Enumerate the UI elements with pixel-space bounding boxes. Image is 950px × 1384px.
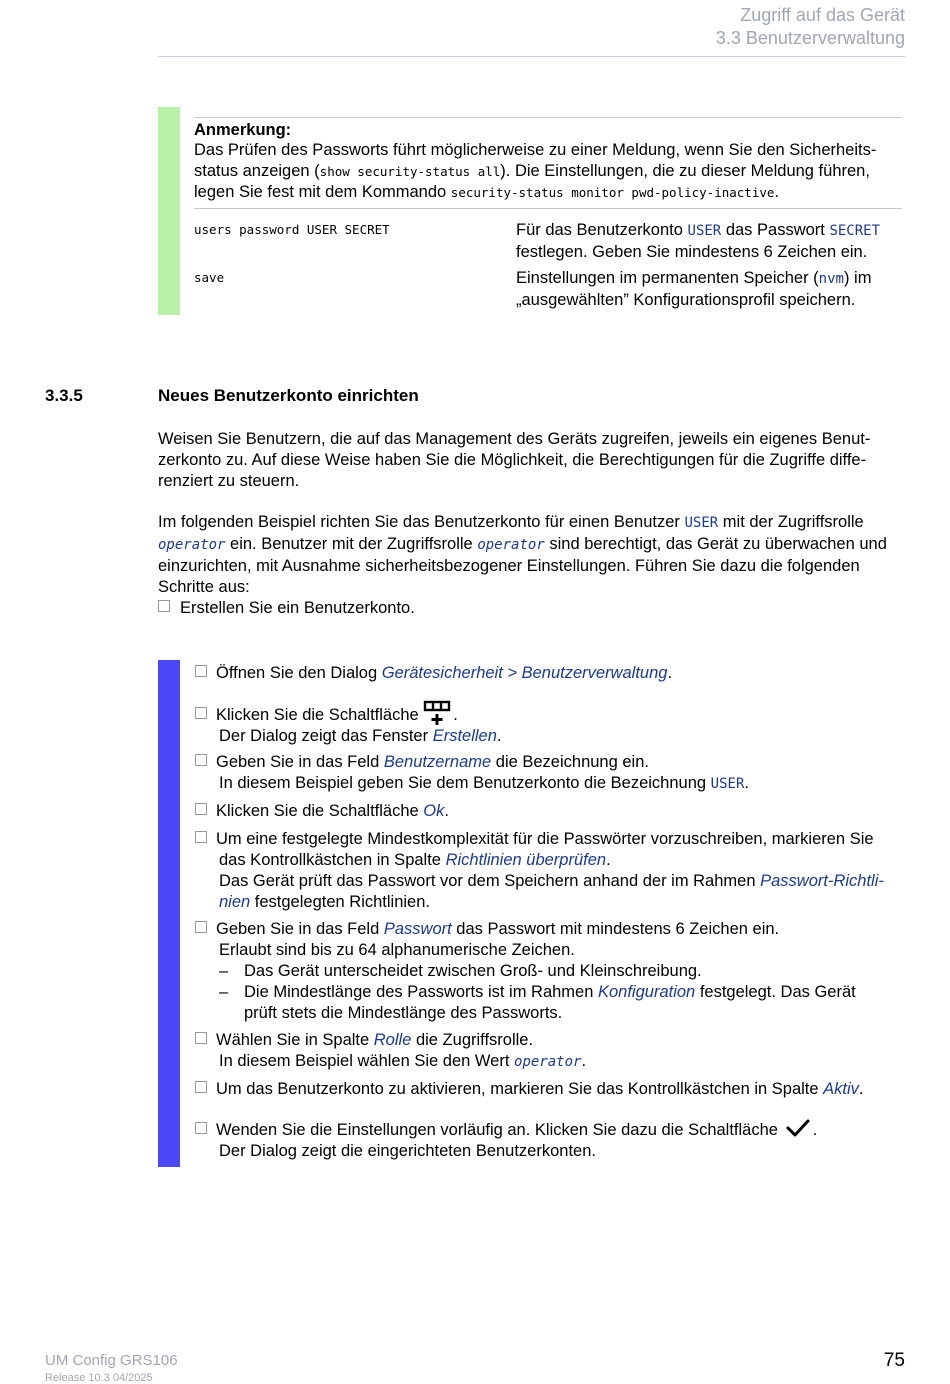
command-save: save	[194, 270, 225, 285]
note-bar	[158, 107, 180, 315]
checkbox-bullet-icon	[195, 831, 207, 843]
footer-release: Release 10.3 04/2025	[45, 1372, 153, 1384]
checkbox-bullet-icon	[195, 754, 207, 766]
section-number: 3.3.5	[45, 386, 83, 405]
checkbox-bullet-icon	[158, 600, 170, 612]
command-users-password-desc: Für das Benutzerkonto USER das Passwort SECRET festlegen. Geben Sie mindestens 6 Zeichen ein.	[516, 221, 881, 261]
note-title: Anmerkung:	[194, 121, 292, 139]
command-save-desc: Einstellungen im permanenten Speicher (nvm) im „ausgewählten” Konfigurationsprofil speichern.	[516, 269, 872, 309]
step-open-dialog: Öffnen Sie den Dialog Gerätesicherheit > Benutzerverwaltung.	[195, 663, 905, 684]
section-title: Neues Benutzerkonto einrichten	[158, 386, 419, 405]
header-section: 3.3 Benutzerverwaltung	[715, 28, 905, 48]
checkbox-bullet-icon	[195, 1081, 207, 1093]
header-chapter: Zugriff auf das Gerät	[740, 5, 905, 25]
note-bottom-divider	[194, 208, 902, 209]
dash-bullet-icon: –	[219, 983, 229, 1001]
page-number: 75	[883, 1350, 905, 1371]
checkbox-bullet-icon	[195, 707, 207, 719]
dash-bullet-icon: –	[219, 962, 229, 980]
step-select-role: Wählen Sie in Spalte Rolle die Zugriffsrolle. In diesem Beispiel wählen Sie den Wert operator.	[195, 1030, 905, 1073]
checkbox-bullet-icon	[195, 803, 207, 815]
checkbox-bullet-icon	[195, 921, 207, 933]
step-enter-password: Geben Sie in das Feld Passwort das Passwort mit mindestens 6 Zeichen ein. Erlaubt sind bis zu 64 alphanumerische Zeichen. – Das Gerät unterscheidet zwischen Groß- und Kleinschreibung. – Die Mindestlänge des Passworts ist im Rahmen Konfiguration festgelegt. Das Gerät prüft stets die Mindestlänge des Passworts.	[195, 919, 905, 1024]
steps-bar	[158, 660, 180, 1167]
footer-doc: UM Config GRS106	[45, 1352, 178, 1369]
step-click-ok: Klicken Sie die Schaltfläche Ok.	[195, 801, 905, 822]
step-enter-username: Geben Sie in das Feld Benutzername die Bezeichnung ein. In diesem Beispiel geben Sie dem Benutzerkonto die Bezeichnung USER.	[195, 752, 905, 795]
intro-paragraph: Weisen Sie Benutzern, die auf das Management des Geräts zugreifen, jeweils ein eigenes Benut- zerkonto zu. Auf diese Weise haben Sie die Möglichkeit, die Berechtigungen für die Zugriffe diffe- renziert zu steuern.	[158, 430, 871, 490]
step-apply: Wenden Sie die Einstellungen vorläufig an. Klicken Sie dazu die Schaltfläche . Der Dialog zeigt die eingerichteten Benutzerkonten.	[195, 1117, 905, 1162]
example-paragraph: Im folgenden Beispiel richten Sie das Benutzerkonto für einen Benutzer USER mit der Zugriffsrolle operator ein. Benutzer mit der Zugriffsrolle operator sind berechtigt, das Gerät zu überwachen und einzurichten, mit Ausnahme sicherheitsbezogener Einstellungen. Führen Sie dazu die folgenden Schritte aus: Erstellen Sie ein Benutzerkonto.	[158, 513, 887, 617]
checkbox-bullet-icon	[195, 1122, 207, 1134]
checkbox-bullet-icon	[195, 1032, 207, 1044]
header-divider	[158, 56, 905, 57]
checkmark-icon	[783, 1117, 813, 1139]
step-activate: Um das Benutzerkonto zu aktivieren, markieren Sie das Kontrollkästchen in Spalte Aktiv.	[195, 1079, 905, 1100]
add-user-table-icon	[423, 700, 453, 726]
command-users-password: users password USER SECRET	[194, 222, 390, 237]
step-policy-check: Um eine festgelegte Mindestkomplexität für die Passwörter vorzuschreiben, markieren Sie das Kontrollkästchen in Spalte Richtlinien überprüfen. Das Gerät prüft das Passwort vor dem Speichern anhand der im Rahmen Passwort-Richtli- nien festgelegten Richtlinien.	[195, 829, 905, 913]
step-click-create: Klicken Sie die Schaltfläche . Der Dialog zeigt das Fenster Erstellen.	[195, 700, 905, 747]
note-text: Das Prüfen des Passworts führt möglicherweise zu einer Meldung, wenn Sie den Sicherheits- status anzeigen (show security-status all). Die Einstellungen, die zu dieser Meldung führen, legen Sie fest mit dem Kommando security-status monitor pwd-policy-inactive.	[194, 141, 877, 201]
checkbox-bullet-icon	[195, 665, 207, 677]
note-top-divider	[194, 117, 902, 118]
